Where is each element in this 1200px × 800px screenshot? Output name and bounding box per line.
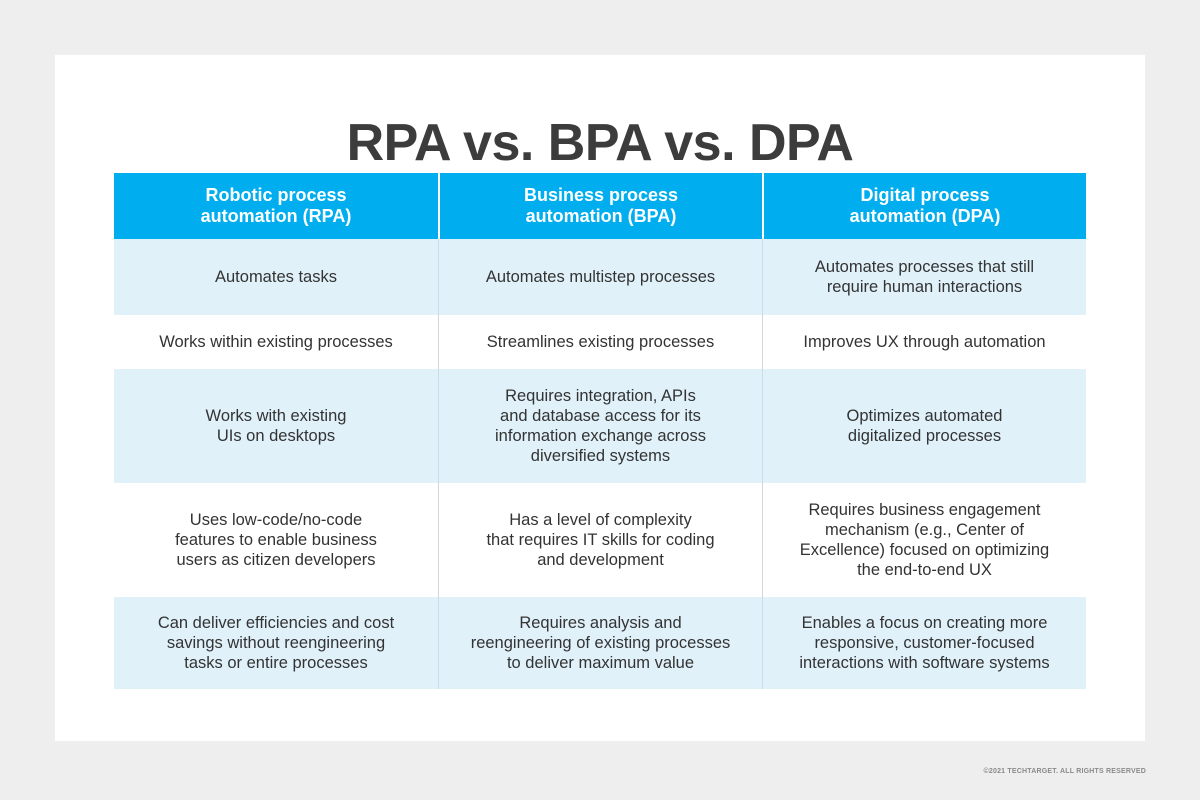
copyright-notice: ©2021 TECHTARGET. ALL RIGHTS RESERVED [983, 768, 1146, 775]
table-cell-rpa: Works within existing processes [159, 333, 393, 351]
table-cell-bpa: Requires analysis and reengineering of existing processes to deliver maximum value [438, 597, 762, 689]
header-dpa: Digital process automation (DPA) [762, 173, 1086, 239]
table-cell-dpa: Automates processes that still require human interactions [762, 239, 1086, 315]
header-rpa: Robotic process automation (RPA) [200, 185, 352, 226]
table-row [114, 483, 1086, 597]
comparison-table [114, 173, 1086, 689]
table-row [114, 315, 1086, 369]
infographic-card [55, 55, 1145, 741]
table-cell-dpa: Improves UX through automation [762, 315, 1086, 369]
table-cell-bpa: Automates multistep processes [438, 239, 762, 315]
table-cell-rpa: Uses low-code/no-code features to enable business users as citizen developers [175, 511, 377, 569]
table-cell-bpa: Has a level of complexity that requires IT skills for coding and development [438, 483, 762, 597]
table-cell-rpa: Can deliver efficiencies and cost savings without reengineering tasks or entire processes [157, 614, 395, 672]
table-cell-dpa: Optimizes automated digitalized processes [762, 369, 1086, 483]
page-title: RPA vs. BPA vs. DPA [346, 114, 854, 172]
table-cell-dpa: Requires business engagement mechanism (e.g., Center of Excellence) focused on optimizing the end-to-end UX [762, 483, 1086, 597]
header-bpa: Business process automation (BPA) [438, 173, 762, 239]
table-cell-bpa: Streamlines existing processes [438, 315, 762, 369]
table-header-row [114, 173, 1086, 239]
table-row [114, 369, 1086, 483]
table-row [114, 597, 1086, 689]
table-cell-dpa: Enables a focus on creating more responsive, customer-focused interactions with software systems [762, 597, 1086, 689]
table-cell-rpa: Automates tasks [215, 268, 337, 286]
table-row [114, 239, 1086, 315]
table-cell-bpa: Requires integration, APIs and database access for its information exchange across diversified systems [438, 369, 762, 483]
table-cell-rpa: Works with existing UIs on desktops [205, 407, 347, 445]
